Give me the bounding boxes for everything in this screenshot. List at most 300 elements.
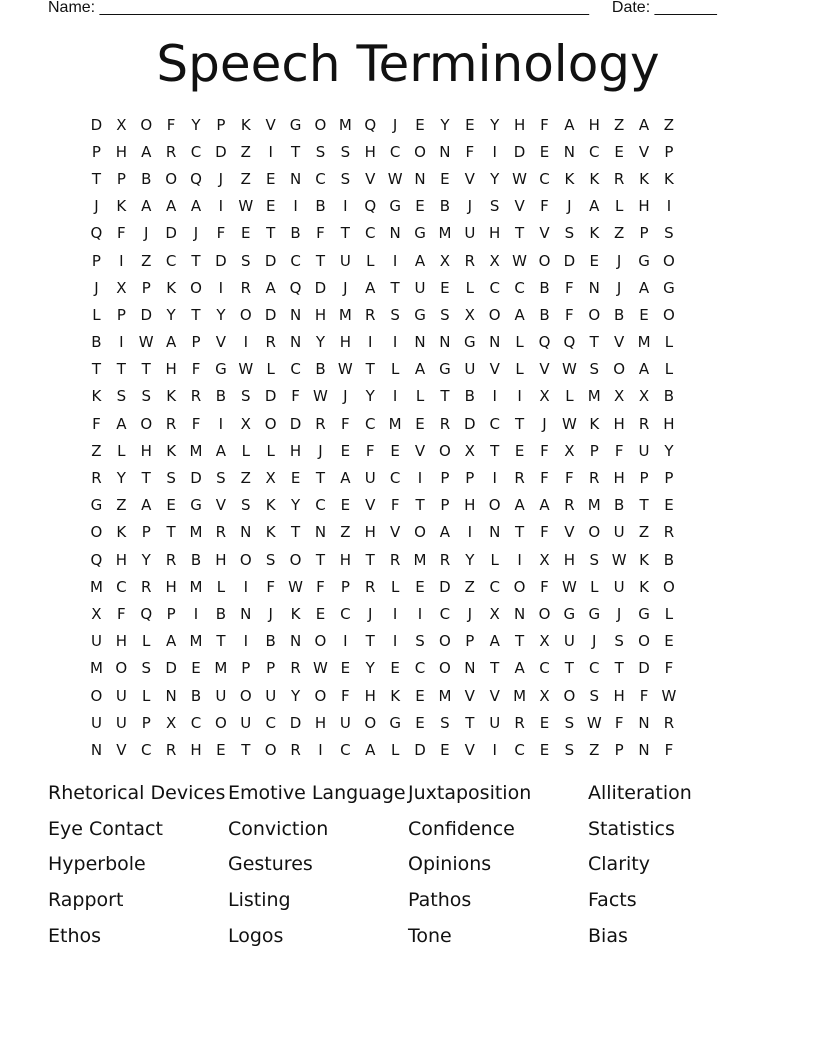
grid-letter[interactable]: I <box>268 142 273 161</box>
grid-letter[interactable]: S <box>315 142 326 161</box>
grid-letter[interactable]: F <box>664 659 674 678</box>
grid-letter[interactable]: I <box>243 333 248 352</box>
grid-letter[interactable]: C <box>116 577 127 596</box>
grid-letter[interactable]: N <box>289 305 302 324</box>
grid-letter[interactable]: C <box>489 577 500 596</box>
grid-letter[interactable]: A <box>141 496 152 515</box>
grid-letter[interactable]: O <box>140 414 153 433</box>
grid-letter[interactable]: V <box>215 496 227 515</box>
grid-letter[interactable]: S <box>116 387 127 406</box>
grid-letter[interactable]: Z <box>141 251 152 270</box>
grid-letter[interactable]: R <box>290 740 301 759</box>
grid-letter[interactable]: O <box>190 278 202 297</box>
grid-letter[interactable]: C <box>340 604 351 623</box>
grid-letter[interactable]: C <box>589 659 600 678</box>
grid-letter[interactable]: R <box>190 387 202 406</box>
grid-letter[interactable]: T <box>365 632 375 651</box>
grid-letter[interactable]: E <box>415 115 425 134</box>
grid-letter[interactable]: Q <box>90 224 103 243</box>
grid-letter[interactable]: I <box>193 604 199 623</box>
grid-letter[interactable]: C <box>265 713 276 732</box>
grid-letter[interactable]: T <box>515 523 525 542</box>
grid-letter[interactable]: X <box>564 441 575 460</box>
grid-letter[interactable]: J <box>592 632 597 651</box>
grid-letter[interactable]: Y <box>141 550 151 569</box>
grid-letter[interactable]: D <box>289 414 302 433</box>
grid-letter[interactable]: G <box>215 360 227 379</box>
grid-letter[interactable]: X <box>489 251 500 270</box>
grid-letter[interactable]: V <box>489 360 500 379</box>
grid-letter[interactable]: L <box>515 360 524 379</box>
grid-letter[interactable]: H <box>190 740 202 759</box>
grid-letter[interactable]: Q <box>140 604 153 623</box>
grid-letter[interactable]: L <box>390 360 400 379</box>
grid-letter[interactable]: I <box>517 387 522 406</box>
grid-letter[interactable]: J <box>218 169 224 188</box>
grid-letter[interactable]: E <box>315 604 326 623</box>
grid-letter[interactable]: Y <box>490 115 500 134</box>
grid-letter[interactable]: J <box>368 604 373 623</box>
grid-letter[interactable]: F <box>365 441 375 460</box>
grid-letter[interactable]: C <box>389 469 401 488</box>
grid-letter[interactable]: Z <box>240 469 251 488</box>
grid-letter[interactable]: A <box>215 441 227 460</box>
grid-letter[interactable]: N <box>489 523 501 542</box>
grid-letter[interactable]: M <box>587 496 601 515</box>
grid-letter[interactable]: H <box>339 333 351 352</box>
grid-letter[interactable]: A <box>365 740 376 759</box>
grid-letter[interactable]: C <box>589 142 600 161</box>
grid-letter[interactable]: Z <box>464 577 475 596</box>
grid-letter[interactable]: R <box>165 550 177 569</box>
grid-letter[interactable]: F <box>216 224 226 243</box>
grid-letter[interactable]: Q <box>364 197 377 216</box>
grid-letter[interactable]: F <box>565 305 574 324</box>
grid-letter[interactable]: R <box>613 169 625 188</box>
grid-letter[interactable]: F <box>117 224 126 243</box>
grid-letter[interactable]: E <box>340 441 351 460</box>
grid-letter[interactable]: L <box>266 441 275 460</box>
grid-letter[interactable]: C <box>439 604 451 623</box>
grid-letter[interactable]: O <box>314 115 327 134</box>
grid-letter[interactable]: V <box>489 686 500 705</box>
grid-letter[interactable]: D <box>264 387 277 406</box>
grid-letter[interactable]: R <box>91 469 102 488</box>
grid-letter[interactable]: F <box>614 713 624 732</box>
grid-letter[interactable]: P <box>664 469 674 488</box>
grid-letter[interactable]: Y <box>490 169 500 188</box>
grid-letter[interactable]: E <box>390 441 400 460</box>
grid-letter[interactable]: K <box>166 441 177 460</box>
grid-letter[interactable]: D <box>414 740 426 759</box>
grid-letter[interactable]: N <box>90 740 103 759</box>
grid-letter[interactable]: Z <box>91 441 102 460</box>
grid-letter[interactable]: X <box>116 115 127 134</box>
grid-letter[interactable]: U <box>364 469 376 488</box>
grid-letter[interactable]: O <box>613 360 626 379</box>
grid-letter[interactable]: W <box>512 169 527 188</box>
grid-letter[interactable]: X <box>165 713 177 732</box>
grid-letter[interactable]: V <box>265 115 276 134</box>
grid-letter[interactable]: U <box>414 278 426 297</box>
grid-letter[interactable]: O <box>488 496 501 515</box>
grid-letter[interactable]: H <box>364 686 376 705</box>
grid-letter[interactable]: L <box>490 550 499 569</box>
grid-letter[interactable]: E <box>340 659 351 678</box>
grid-letter[interactable]: Q <box>90 550 103 569</box>
grid-letter[interactable]: A <box>340 469 351 488</box>
grid-letter[interactable]: H <box>165 360 177 379</box>
grid-letter[interactable]: G <box>389 713 401 732</box>
grid-letter[interactable]: E <box>440 740 450 759</box>
grid-letter[interactable]: T <box>315 550 326 569</box>
grid-letter[interactable]: K <box>265 496 276 515</box>
grid-letter[interactable]: I <box>119 251 124 270</box>
grid-letter[interactable]: F <box>316 577 325 596</box>
grid-letter[interactable]: L <box>390 577 400 596</box>
grid-letter[interactable]: U <box>215 686 227 705</box>
grid-letter[interactable]: H <box>513 115 526 134</box>
grid-letter[interactable]: P <box>216 115 226 134</box>
grid-letter[interactable]: Q <box>563 333 576 352</box>
grid-letter[interactable]: K <box>390 686 401 705</box>
grid-letter[interactable]: L <box>366 251 375 270</box>
grid-letter[interactable]: B <box>265 632 276 651</box>
grid-letter[interactable]: O <box>314 632 327 651</box>
grid-letter[interactable]: M <box>189 523 203 542</box>
grid-letter[interactable]: Q <box>289 278 302 297</box>
grid-letter[interactable]: O <box>439 659 451 678</box>
grid-letter[interactable]: W <box>561 414 577 433</box>
grid-letter[interactable]: Y <box>315 333 326 352</box>
grid-letter[interactable]: T <box>191 251 201 270</box>
grid-letter[interactable]: R <box>589 469 600 488</box>
grid-letter[interactable]: G <box>190 496 202 515</box>
grid-letter[interactable]: K <box>639 169 649 188</box>
grid-letter[interactable]: Y <box>216 305 226 324</box>
grid-letter[interactable]: M <box>637 333 651 352</box>
grid-letter[interactable]: P <box>266 659 276 678</box>
grid-letter[interactable]: P <box>340 577 350 596</box>
grid-letter[interactable]: N <box>464 659 476 678</box>
grid-letter[interactable]: J <box>467 604 473 623</box>
grid-letter[interactable]: A <box>439 523 451 542</box>
grid-letter[interactable]: O <box>90 523 103 542</box>
grid-letter[interactable]: L <box>664 333 674 352</box>
grid-letter[interactable]: K <box>564 169 575 188</box>
grid-letter[interactable]: K <box>265 523 276 542</box>
grid-letter[interactable]: U <box>339 251 351 270</box>
grid-letter[interactable]: C <box>140 740 152 759</box>
grid-letter[interactable]: J <box>616 278 622 297</box>
grid-letter[interactable]: M <box>513 686 527 705</box>
grid-letter[interactable]: T <box>315 469 326 488</box>
grid-letter[interactable]: H <box>613 686 625 705</box>
grid-letter[interactable]: Z <box>240 142 251 161</box>
grid-letter[interactable]: B <box>141 169 152 188</box>
grid-letter[interactable]: Z <box>614 224 625 243</box>
grid-letter[interactable]: G <box>638 251 650 270</box>
grid-letter[interactable]: T <box>515 224 525 243</box>
grid-letter[interactable]: J <box>392 115 398 134</box>
grid-letter[interactable]: E <box>415 414 425 433</box>
grid-letter[interactable]: M <box>214 659 228 678</box>
grid-letter[interactable]: Q <box>364 115 377 134</box>
grid-letter[interactable]: H <box>289 441 302 460</box>
grid-letter[interactable]: I <box>293 197 298 216</box>
grid-letter[interactable]: K <box>290 604 301 623</box>
grid-letter[interactable]: I <box>343 632 348 651</box>
grid-letter[interactable]: T <box>216 632 226 651</box>
grid-letter[interactable]: A <box>265 278 276 297</box>
grid-letter[interactable]: L <box>216 577 226 596</box>
grid-letter[interactable]: N <box>638 740 650 759</box>
grid-letter[interactable]: O <box>538 251 551 270</box>
grid-letter[interactable]: W <box>238 197 254 216</box>
grid-letter[interactable]: S <box>589 360 600 379</box>
grid-letter[interactable]: I <box>517 550 522 569</box>
grid-letter[interactable]: K <box>664 169 674 188</box>
grid-letter[interactable]: F <box>117 604 126 623</box>
grid-letter[interactable]: B <box>439 197 451 216</box>
grid-letter[interactable]: E <box>614 142 624 161</box>
grid-letter[interactable]: Z <box>638 523 650 542</box>
grid-letter[interactable]: E <box>664 496 674 515</box>
grid-letter[interactable]: W <box>337 360 353 379</box>
grid-letter[interactable]: Y <box>664 441 674 460</box>
grid-letter[interactable]: E <box>514 441 525 460</box>
grid-letter[interactable]: R <box>514 713 525 732</box>
name-blank[interactable]: _______________________________________________________ <box>99 0 589 16</box>
grid-letter[interactable]: S <box>241 387 251 406</box>
grid-letter[interactable]: A <box>489 632 500 651</box>
grid-letter[interactable]: C <box>539 169 550 188</box>
grid-letter[interactable]: K <box>91 387 102 406</box>
grid-letter[interactable]: S <box>564 713 575 732</box>
grid-letter[interactable]: N <box>588 278 600 297</box>
grid-letter[interactable]: T <box>141 469 151 488</box>
grid-letter[interactable]: A <box>365 278 376 297</box>
grid-letter[interactable]: F <box>540 469 549 488</box>
grid-letter[interactable]: O <box>588 523 601 542</box>
grid-letter[interactable]: N <box>165 686 177 705</box>
grid-letter[interactable]: A <box>514 305 525 324</box>
grid-letter[interactable]: X <box>240 414 251 433</box>
grid-letter[interactable]: E <box>340 496 351 515</box>
grid-letter[interactable]: O <box>663 251 675 270</box>
grid-letter[interactable]: J <box>542 414 547 433</box>
grid-letter[interactable]: A <box>165 197 177 216</box>
grid-letter[interactable]: H <box>115 550 127 569</box>
grid-letter[interactable]: S <box>664 224 674 243</box>
grid-letter[interactable]: F <box>614 441 624 460</box>
grid-letter[interactable]: C <box>290 360 301 379</box>
grid-letter[interactable]: N <box>314 523 327 542</box>
grid-letter[interactable]: K <box>116 523 127 542</box>
grid-letter[interactable]: I <box>343 197 348 216</box>
grid-letter[interactable]: B <box>290 224 301 243</box>
grid-letter[interactable]: L <box>142 686 151 705</box>
grid-letter[interactable]: G <box>563 604 576 623</box>
grid-letter[interactable]: L <box>390 740 400 759</box>
grid-letter[interactable]: N <box>240 523 252 542</box>
grid-letter[interactable]: I <box>392 333 398 352</box>
grid-letter[interactable]: U <box>464 224 476 243</box>
grid-letter[interactable]: X <box>539 550 550 569</box>
grid-letter[interactable]: J <box>318 441 323 460</box>
grid-letter[interactable]: P <box>639 469 649 488</box>
grid-letter[interactable]: I <box>368 333 373 352</box>
grid-letter[interactable]: E <box>539 740 550 759</box>
grid-letter[interactable]: S <box>141 387 151 406</box>
grid-letter[interactable]: N <box>489 333 501 352</box>
grid-letter[interactable]: W <box>387 169 403 188</box>
grid-letter[interactable]: I <box>467 523 473 542</box>
grid-letter[interactable]: U <box>489 713 501 732</box>
grid-letter[interactable]: M <box>89 659 103 678</box>
grid-letter[interactable]: P <box>241 659 251 678</box>
grid-letter[interactable]: U <box>464 360 476 379</box>
grid-letter[interactable]: I <box>119 333 124 352</box>
grid-letter[interactable]: L <box>117 441 126 460</box>
grid-letter[interactable]: R <box>141 577 152 596</box>
grid-letter[interactable]: X <box>614 387 625 406</box>
grid-letter[interactable]: D <box>215 142 227 161</box>
grid-letter[interactable]: W <box>586 713 602 732</box>
grid-letter[interactable]: N <box>513 604 526 623</box>
grid-letter[interactable]: T <box>465 713 475 732</box>
grid-letter[interactable]: I <box>492 740 497 759</box>
grid-letter[interactable]: V <box>365 169 376 188</box>
grid-letter[interactable]: W <box>288 577 303 596</box>
grid-letter[interactable]: B <box>215 604 227 623</box>
grid-letter[interactable]: J <box>343 387 348 406</box>
grid-letter[interactable]: S <box>415 632 425 651</box>
grid-letter[interactable]: H <box>613 414 625 433</box>
grid-letter[interactable]: D <box>215 251 227 270</box>
grid-letter[interactable]: F <box>540 115 549 134</box>
grid-letter[interactable]: A <box>638 360 650 379</box>
grid-letter[interactable]: H <box>314 305 327 324</box>
grid-letter[interactable]: M <box>189 632 203 651</box>
grid-letter[interactable]: T <box>141 360 151 379</box>
grid-letter[interactable]: Z <box>340 523 351 542</box>
grid-letter[interactable]: N <box>414 169 426 188</box>
grid-letter[interactable]: R <box>290 659 301 678</box>
grid-letter[interactable]: U <box>613 577 625 596</box>
grid-letter[interactable]: M <box>189 577 203 596</box>
grid-letter[interactable]: E <box>290 469 301 488</box>
grid-letter[interactable]: L <box>664 604 674 623</box>
grid-letter[interactable]: V <box>414 441 426 460</box>
grid-letter[interactable]: R <box>365 577 376 596</box>
grid-letter[interactable]: Z <box>663 115 675 134</box>
grid-letter[interactable]: A <box>414 360 426 379</box>
grid-letter[interactable]: U <box>638 441 650 460</box>
grid-letter[interactable]: C <box>315 496 326 515</box>
grid-letter[interactable]: R <box>663 713 675 732</box>
grid-letter[interactable]: K <box>166 387 177 406</box>
grid-letter[interactable]: V <box>390 523 401 542</box>
grid-letter[interactable]: B <box>190 550 202 569</box>
grid-letter[interactable]: P <box>141 278 151 297</box>
grid-letter[interactable]: I <box>318 740 323 759</box>
grid-letter[interactable]: I <box>392 632 398 651</box>
grid-letter[interactable]: U <box>613 523 625 542</box>
grid-letter[interactable]: D <box>264 305 277 324</box>
grid-letter[interactable]: B <box>614 496 625 515</box>
grid-letter[interactable]: L <box>465 278 474 297</box>
grid-letter[interactable]: E <box>539 713 550 732</box>
grid-letter[interactable]: S <box>440 713 450 732</box>
grid-letter[interactable]: E <box>664 632 674 651</box>
grid-letter[interactable]: A <box>141 142 152 161</box>
grid-letter[interactable]: V <box>464 169 475 188</box>
grid-letter[interactable]: R <box>464 251 476 270</box>
grid-letter[interactable]: Y <box>465 550 475 569</box>
grid-letter[interactable]: U <box>240 713 252 732</box>
grid-letter[interactable]: R <box>564 496 575 515</box>
grid-letter[interactable]: A <box>165 632 177 651</box>
grid-letter[interactable]: J <box>343 278 348 297</box>
grid-letter[interactable]: S <box>564 224 575 243</box>
grid-letter[interactable]: W <box>238 360 254 379</box>
grid-letter[interactable]: M <box>438 224 452 243</box>
grid-letter[interactable]: Y <box>365 659 375 678</box>
grid-letter[interactable]: O <box>439 632 451 651</box>
grid-letter[interactable]: O <box>115 659 128 678</box>
grid-letter[interactable]: D <box>464 414 476 433</box>
grid-letter[interactable]: Y <box>365 387 375 406</box>
grid-letter[interactable]: G <box>389 197 401 216</box>
grid-letter[interactable]: K <box>166 278 177 297</box>
grid-letter[interactable]: N <box>439 333 451 352</box>
grid-letter[interactable]: M <box>438 686 452 705</box>
grid-letter[interactable]: T <box>589 333 599 352</box>
grid-letter[interactable]: Z <box>589 740 600 759</box>
grid-letter[interactable]: X <box>638 387 650 406</box>
grid-letter[interactable]: H <box>464 496 476 515</box>
grid-letter[interactable]: A <box>414 251 426 270</box>
grid-letter[interactable]: I <box>417 604 423 623</box>
grid-letter[interactable]: E <box>265 197 276 216</box>
grid-letter[interactable]: E <box>589 251 599 270</box>
grid-letter[interactable]: Y <box>290 686 301 705</box>
grid-letter[interactable]: G <box>414 305 426 324</box>
grid-letter[interactable]: J <box>467 197 473 216</box>
grid-letter[interactable]: O <box>513 577 526 596</box>
grid-letter[interactable]: N <box>289 632 302 651</box>
grid-letter[interactable]: F <box>540 523 549 542</box>
grid-letter[interactable]: W <box>561 577 577 596</box>
grid-letter[interactable]: S <box>589 550 600 569</box>
grid-letter[interactable]: L <box>614 197 624 216</box>
grid-letter[interactable]: T <box>91 169 102 188</box>
grid-letter[interactable]: T <box>241 740 251 759</box>
grid-letter[interactable]: E <box>440 278 450 297</box>
grid-letter[interactable]: C <box>165 251 177 270</box>
grid-letter[interactable]: O <box>239 686 252 705</box>
grid-letter[interactable]: E <box>191 659 201 678</box>
grid-letter[interactable]: R <box>240 278 251 297</box>
grid-letter[interactable]: A <box>539 496 550 515</box>
grid-letter[interactable]: E <box>216 740 226 759</box>
grid-letter[interactable]: T <box>515 632 525 651</box>
grid-letter[interactable]: R <box>165 414 177 433</box>
grid-letter[interactable]: J <box>144 224 149 243</box>
grid-letter[interactable]: R <box>439 414 451 433</box>
grid-letter[interactable]: F <box>266 577 275 596</box>
